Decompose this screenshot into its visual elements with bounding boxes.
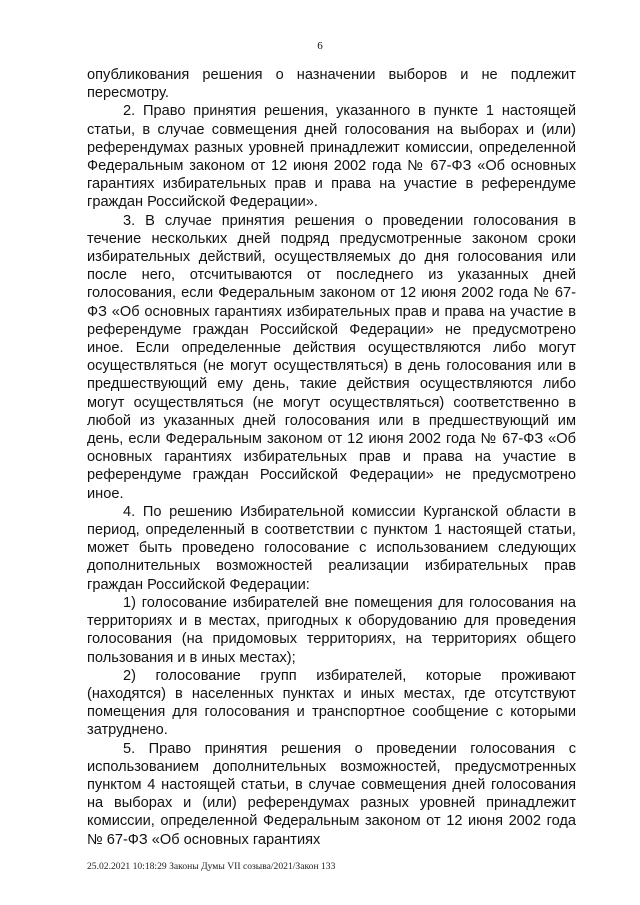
- paragraph-item-2: 2. Право принятия решения, указанного в пункте 1 настоящей статьи, в случае совмещения дней голосования на выборах и (или) референдумах разных уровней принадлежит комиссии, определенной Федеральным законом от 12 июня 2002 года № 67-ФЗ «Об основных гарантиях избирательных прав и права на участие в референдуме граждан Российской Федерации».: [87, 103, 576, 211]
- subitem-1: 1) голосование избирателей вне помещения для голосования на территориях и в местах, пригодных к оборудованию для проведения голосования (на придомовых территориях, на территориях общего пользования и в иных местах);: [87, 594, 576, 666]
- paragraph-item-4: 4. По решению Избирательной комиссии Курганской области в период, определенный в соответствии с пунктом 1 настоящей статьи, может быть проведено голосование с использованием следующих дополнительных возможностей реализации избирательных прав граждан Российской Федерации:: [87, 503, 576, 593]
- page-number: 6: [317, 40, 323, 52]
- paragraph-item-3: 3. В случае принятия решения о проведении голосования в течение нескольких дней подряд предусмотренные законом сроки избирательных действий, осуществляемых до дня голосования или после него, отсчитываются от последнего из указанных дней голосования, если Федеральным законом от 12 июня 2002 года № 67-ФЗ «Об основных гарантиях избирательных прав и права на участие в референдуме граждан Российской Федерации» не предусмотрено иное. Если определенные действия осуществляются либо могут осуществляться (не могут осуществляться) в день голосования или в предшествующий ему день, такие действия осуществляются либо могут осуществляться (не могут осуществляться) соответственно в любой из указанных дней голосования или в предшествующий им день, если Федеральным законом от 12 июня 2002 года № 67-ФЗ «Об основных гарантиях избирательных прав и права на участие в референдуме граждан Российской Федерации» не предусмотрено иное.: [87, 212, 576, 502]
- paragraph-continuation: опубликования решения о назначении выборов и не подлежит пересмотру.: [87, 67, 576, 102]
- document-body: [87, 66, 576, 849]
- subitem-2: 2) голосование групп избирателей, которые проживают (находятся) в населенных пунктах и иных местах, где отсутствуют помещения для голосования и транспортное сообщение с которыми затруднено.: [87, 667, 576, 739]
- document-footer: 25.02.2021 10:18:29 Законы Думы VII созыва/2021/Закон 133: [87, 861, 336, 872]
- paragraph-item-5: 5. Право принятия решения о проведении голосования с использованием дополнительных возможностей, предусмотренных пунктом 4 настоящей статьи, в случае совмещения дней голосования на выборах и (или) референдумах разных уровней принадлежит комиссии, определенной Федеральным законом от 12 июня 2002 года № 67-ФЗ «Об основных гарантиях: [87, 740, 576, 848]
